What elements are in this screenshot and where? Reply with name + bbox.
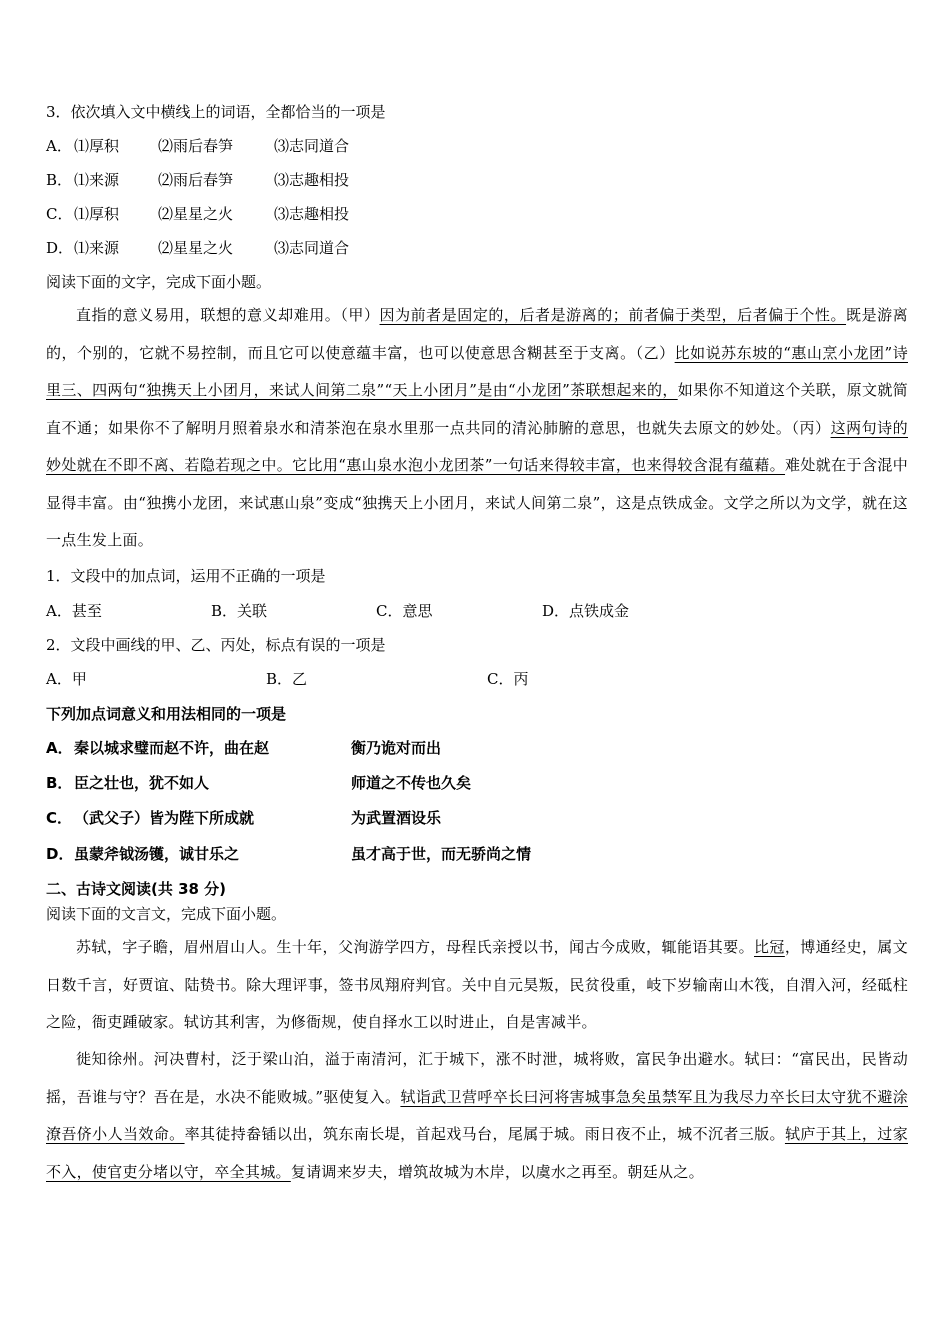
option-left: （武父子）皆为陛下所成就 [74, 809, 255, 827]
option-label: D． [46, 845, 74, 863]
q2-option-c: C．丙 [487, 670, 529, 688]
option-item-3: ⑶志趣相投 [274, 205, 350, 223]
option-right: 师道之不传也久矣 [351, 774, 472, 792]
option-label: B． [46, 774, 73, 792]
section2-heading: 二、古诗文阅读(共 38 分) [46, 880, 227, 898]
q2-option-a: A．甲 [46, 670, 87, 688]
option-left: 臣之壮也，犹不如人 [74, 774, 210, 792]
underlined-text-yi: 比如说苏东坡的“惠山烹小龙团”诗里三、四两句“独携天上小团月，来试人间第二泉”“天上小团月”是由“小龙团”茶联想起来的， [46, 343, 908, 399]
option-item-1: ⑴来源 [74, 171, 120, 189]
passage-text: 复请调来岁夫，增筑故城为木岸，以虞水之再至。朝廷从之。 [290, 1162, 704, 1181]
passage-text: 难处就在于含混中显得丰富。由“独携小龙团，来试惠山泉”变成“独携天上小团月，来试人间第二泉”，这是点铁成金。文学之所以为文学，就在这一点生发上面。 [46, 456, 909, 549]
q1-option-a: A．甚至 [46, 602, 102, 620]
q2-options [46, 669, 528, 689]
q1-option-c: C．意思 [376, 602, 433, 620]
option-item-3: ⑶志同道合 [274, 239, 350, 257]
q1-option-b: B．关联 [211, 602, 268, 620]
option-label: D． [46, 239, 74, 257]
option-label: A． [46, 137, 72, 155]
passage-text: 苏轼，字子瞻，眉州眉山人。生十年，父洵游学四方，母程氏亲授以书，闻古今成败，辄能语其要。 [76, 938, 754, 956]
q3-stem: 3．依次填入文中横线上的词语，全都恰当的一项是 [46, 103, 386, 121]
q2-stem: 2．文段中画线的甲、乙、丙处，标点有误的一项是 [46, 636, 386, 654]
q4-option-b [46, 773, 471, 793]
q2-option-b: B．乙 [266, 670, 308, 688]
q3-option-c [46, 204, 349, 224]
q3-option-b [46, 170, 349, 190]
option-right: 衡乃诡对而出 [351, 739, 442, 757]
classical-passage-p2 [46, 1041, 908, 1191]
q4-stem: 下列加点词意义和用法相同的一项是 [46, 705, 287, 723]
underlined-text-bing: 这两句诗的妙处就在不即不离、若隐若现之中。它比用“惠山泉水泡小龙团茶”一句话来得较丰富，也来得较含混有蕴藉。 [46, 418, 908, 474]
underlined-text: 轼诣武卫营呼卒长曰河将害城事急矣虽禁军且为我尽力卒长曰太守犹不避涂潦吾侪小人当效命。 [46, 1087, 909, 1143]
q3-option-d [46, 238, 349, 258]
option-label: A． [46, 739, 73, 757]
q4-option-d [46, 844, 531, 864]
option-right: 虽才高于世，而无骄尚之情 [351, 845, 532, 863]
option-label: C． [46, 205, 73, 223]
q4-option-c [46, 808, 441, 828]
q1-stem: 1．文段中的加点词，运用不正确的一项是 [46, 567, 326, 585]
option-item-1: ⑴厚积 [74, 137, 120, 155]
section2-intro: 阅读下面的文言文，完成下面小题。 [46, 905, 287, 923]
option-label: B． [46, 171, 73, 189]
underlined-text: 比冠 [754, 938, 785, 956]
passage-text: 既是游离的，个别的，它就不易控制，而且它可以使意蕴丰富，也可以使意思含糊甚至于支离。（乙） [46, 306, 908, 362]
passage-text: 徙知徐州。河决曹村，泛于梁山泊，溢于南清河，汇于城下，涨不时泄，城将败，富民争出避水。轼曰：“富民出，民皆动摇，吾谁与守？吾在是，水决不能败城。”驱使复入。 [46, 1050, 908, 1106]
option-label: C． [46, 809, 73, 827]
passage-text: 率其徒持畚锸以出，筑东南长堤，首起戏马台，尾属于城。雨日夜不止，城不沉者三版。 [184, 1125, 785, 1143]
q3-option-a [46, 136, 349, 156]
q4-option-a [46, 738, 441, 758]
option-item-1: ⑴来源 [74, 239, 120, 257]
reading1-intro: 阅读下面的文字，完成下面小题。 [46, 273, 272, 291]
option-left: 虽蒙斧钺汤镬，诚甘乐之 [74, 845, 240, 863]
option-item-1: ⑴厚积 [74, 205, 120, 223]
option-item-3: ⑶志同道合 [274, 137, 350, 155]
q1-option-d: D．点铁成金 [542, 602, 630, 620]
underlined-text: 轼庐于其上，过家不入，使官吏分堵以守，卒全其城。 [46, 1125, 908, 1181]
classical-passage-p1 [46, 929, 908, 1042]
option-item-2: ⑵雨后春笋 [158, 137, 234, 155]
option-item-2: ⑵星星之火 [158, 205, 234, 223]
option-left: 秦以城求璧而赵不许，曲在赵 [74, 739, 270, 757]
underlined-text-jia: 因为前者是固定的，后者是游离的；前者偏于类型，后者偏于个性。 [379, 306, 847, 324]
option-item-2: ⑵星星之火 [158, 239, 234, 257]
reading1-passage [46, 297, 908, 560]
passage-text: 如果你不知道这个关联，原文就简直不通；如果你不了解明月照着泉水和清茶泡在泉水里那一点共同的清沁肺腑的意思，也就失去原文的妙处。（丙） [46, 381, 908, 437]
option-right: 为武置酒设乐 [351, 809, 442, 827]
passage-text: 直指的意义易用，联想的意义却难用。（甲） [76, 306, 380, 324]
passage-text: ，博通经史，属文日数千言，好贾谊、陆贽书。除大理评事，签书凤翔府判官。关中自元昊叛，民贫役重，岐下岁输南山木筏，自渭入河，经砥柱之险，衙吏踵破家。轼访其利害，为修衙规，使自择水工以时进止，自是害减半。 [46, 938, 908, 1031]
q1-options [46, 601, 629, 621]
option-item-3: ⑶志趣相投 [274, 171, 350, 189]
option-item-2: ⑵雨后春笋 [158, 171, 234, 189]
